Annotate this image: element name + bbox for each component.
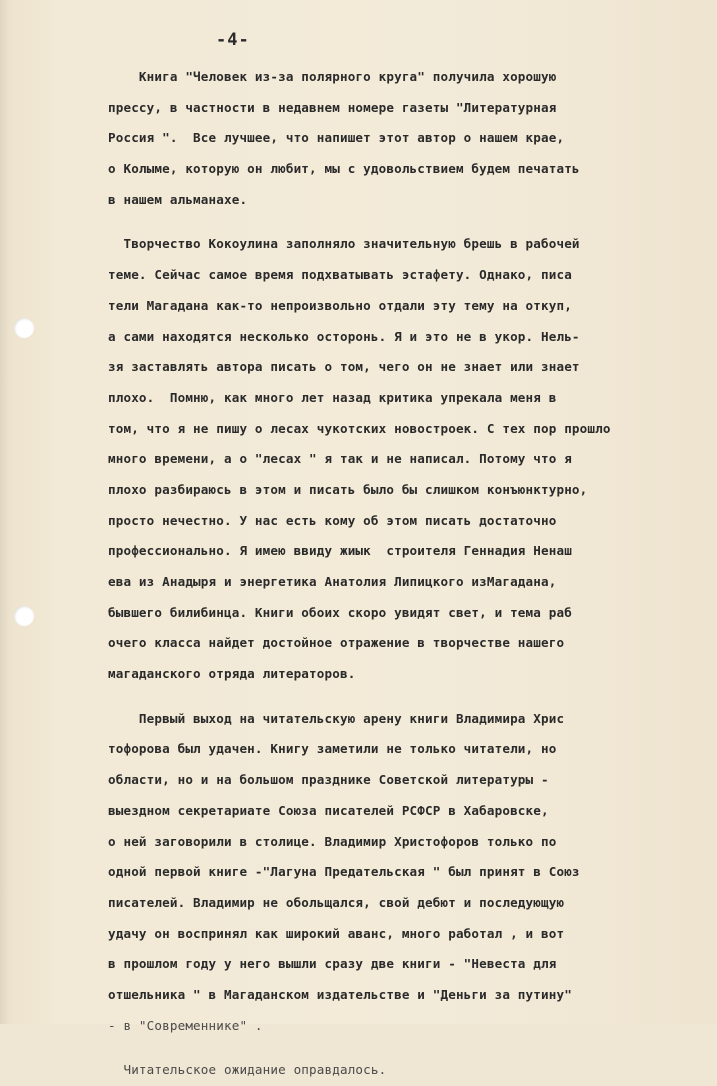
text-line: одной первой книге -"Лагуна Предательская " был принят в Союз xyxy=(108,864,580,880)
text-line: бывшего билибинца. Книги обоих скоро увидят свет, и тема раб xyxy=(108,604,572,620)
typewritten-text xyxy=(108,62,693,1086)
text-line: Творчество Кокоулина заполняло значительную брешь в рабочей xyxy=(108,236,580,252)
text-line: отшельника " в Магаданском издательстве и "Деньги за путину" xyxy=(108,986,572,1002)
text-line: просто нечестно. У нас есть кому об этом писать достаточно xyxy=(108,512,557,528)
paragraph-gap xyxy=(108,215,693,229)
punch-hole-top xyxy=(14,318,34,338)
text-line: о ней заговорили в столице. Владимир Христофоров только по xyxy=(108,833,557,849)
text-line: удачу он воспринял как широкий аванс, много работал , и вот xyxy=(108,925,565,941)
paragraph-gap xyxy=(108,690,693,704)
text-line: тофорова был удачен. Книгу заметили не только читатели, но xyxy=(108,741,557,757)
text-line: Читательское ожидание оправдалось. xyxy=(108,1062,387,1078)
text-line: писателей. Владимир не обольщался, свой дебют и последующую xyxy=(108,894,565,910)
text-line: много времени, а о "лесах " я так и не написал. Потому что я xyxy=(108,451,572,467)
text-line: магаданского отряда литераторов. xyxy=(108,666,356,682)
text-line: теме. Сейчас самое время подхватывать эстафету. Однако, писа xyxy=(108,267,572,283)
text-line: ева из Анадыря и энергетика Анатолия Липицкого изМагадана, xyxy=(108,574,557,589)
page-edge-shadow xyxy=(0,0,10,1024)
text-line: Первый выход на читательскую арену книги Владимира Хрис xyxy=(108,710,565,726)
paragraph-gap xyxy=(108,1041,693,1055)
text-line: зя заставлять автора писать о том, чего он не знает или знает xyxy=(108,359,580,375)
text-line: - в "Современнике" . xyxy=(108,1017,263,1033)
text-line: Книга "Человек из-за полярного круга" получила хорошую xyxy=(108,69,557,84)
text-line: тели Магадана как-то непроизвольно отдали эту тему на откуп, xyxy=(108,297,572,313)
text-line: а сами находятся несколько осторонь. Я и это не в укор. Нель- xyxy=(108,328,580,344)
text-line: прессу, в частности в недавнем номере газеты "Литературная xyxy=(108,99,557,115)
text-line: очего класса найдет достойное отражение в творчестве нашего xyxy=(108,635,565,651)
text-line: в прошлом году у него вышли сразу две книги - "Невеста для xyxy=(108,956,557,972)
text-line: плохо разбираюсь в этом и писать было бы слишком конъюнктурно, xyxy=(108,481,588,497)
text-line: в нашем альманахе. xyxy=(108,191,248,207)
text-line: Россия ". Все лучшее, что напишет этот автор о нашем крае, xyxy=(108,130,565,146)
text-line: области, но и на большом празднике Советской литературы - xyxy=(108,772,549,788)
punch-hole-bottom xyxy=(14,606,34,626)
text-line: выездном секретариате Союза писателей РСФСР в Хабаровске, xyxy=(108,802,549,818)
text-line: том, что я не пишу о лесах чукотских новостроек. С тех пор прошло xyxy=(108,420,611,436)
page-number: -4- xyxy=(216,30,250,50)
text-line: о Колыме, которую он любит, мы с удовольствием будем печатать xyxy=(108,161,580,177)
text-line: плохо. Помню, как много лет назад критика упрекала меня в xyxy=(108,389,557,405)
text-line: профессионально. Я имею ввиду жиык строителя Геннадия Ненаш xyxy=(108,543,572,559)
